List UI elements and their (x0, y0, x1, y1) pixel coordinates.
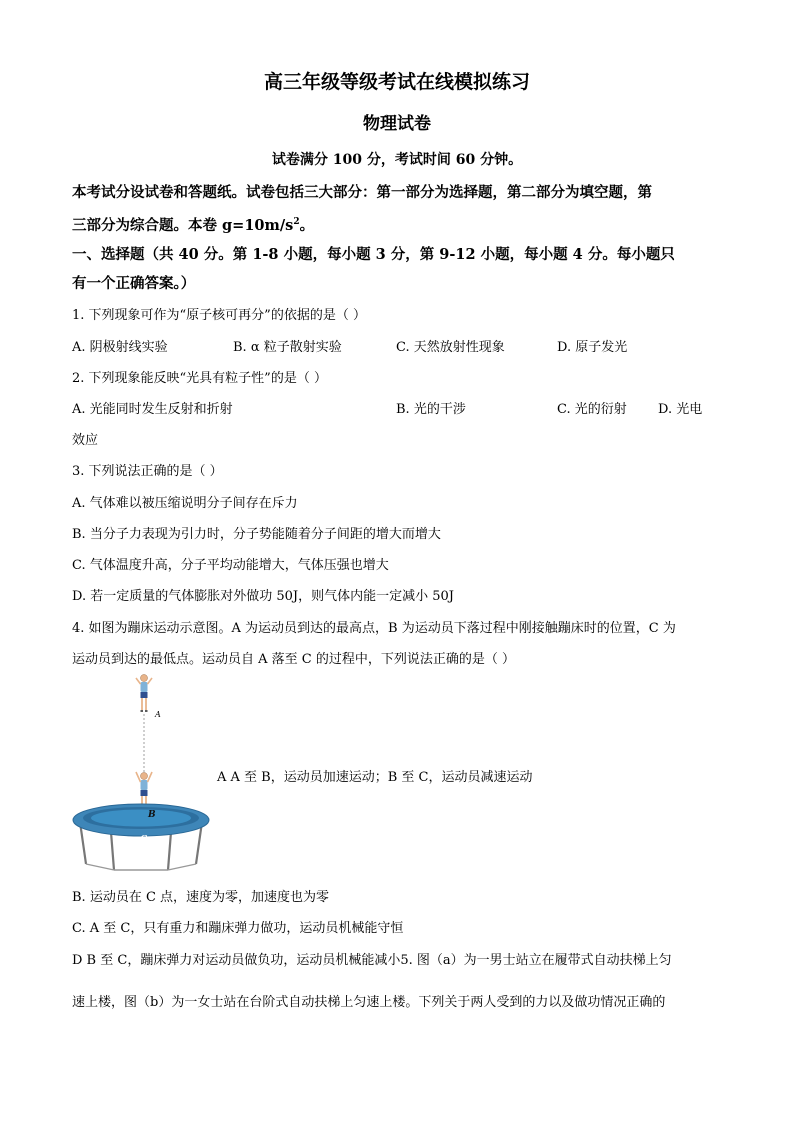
section1-heading-line-1: 一、选择题（共 40 分。第 1-8 小题，每小题 3 分，第 9-12 小题，每小题 4 分。每小题只 (72, 246, 675, 263)
q5-stem-line-2: 速上楼，图（b）为一女士站在台阶式自动扶梯上匀速上楼。下列关于两人受到的力以及做功情况正确的 (72, 995, 666, 1010)
q1-option-a: A. 阴极射线实验 (72, 340, 168, 355)
q4-stem-line-2: 运动员到达的最低点。运动员自 A 落至 C 的过程中，下列说法正确的是（ ） (72, 652, 515, 667)
label-b: B (148, 810, 156, 820)
q5-stem-line-1: 5. 图（a）为一男士站立在履带式自动扶梯上匀 (400, 953, 672, 968)
q1-option-d: D. 原子发光 (557, 340, 628, 355)
trampoline-figure (66, 672, 216, 882)
athlete-top-icon (136, 675, 152, 712)
intro-superscript: 2 (293, 217, 300, 227)
q2-option-c: C. 光的衍射 (557, 402, 627, 417)
q4-stem-line-1: 4. 如图为蹦床运动示意图。A 为运动员到达的最高点，B 为运动员下落过程中刚接触蹦床时的位置，C 为 (72, 621, 676, 636)
exam-info: 试卷满分 100 分，考试时间 60 分钟。 (271, 152, 523, 168)
q4-option-a: A A 至 B，运动员加速运动；B 至 C，运动员减速运动 (217, 770, 533, 785)
intro-line-2-text: 三部分为综合题。本卷 g=10m/s (72, 216, 294, 234)
q2-option-d-wrap: 效应 (72, 433, 99, 448)
q2-option-d: D. 光电 (658, 402, 703, 417)
section1-heading-line-2: 有一个正确答案。） (72, 275, 196, 292)
q4-option-c: C. A 至 C，只有重力和蹦床弹力做功，运动员机械能守恒 (72, 921, 404, 936)
label-a: A (155, 710, 161, 719)
page-title: 高三年级等级考试在线模拟练习 (263, 71, 530, 93)
q4-option-d-and-q5 (72, 951, 672, 971)
q4-option-b: B. 运动员在 C 点，速度为零，加速度也为零 (72, 890, 330, 905)
q1-stem: 1. 下列现象可作为“原子核可再分”的依据的是（ ） (72, 308, 366, 323)
q1-option-b: B. α 粒子散射实验 (233, 340, 342, 355)
q3-option-a: A. 气体难以被压缩说明分子间存在斥力 (72, 496, 298, 511)
q4-option-d: D B 至 C，蹦床弹力对运动员做负功，运动员机械能减小 (72, 953, 401, 968)
intro-line-2 (72, 212, 314, 236)
q2-option-b: B. 光的干涉 (396, 402, 466, 417)
label-c: C (140, 835, 148, 845)
intro-line-2-end: 。 (299, 216, 315, 234)
intro-line-1: 本考试分设试卷和答题纸。试卷包括三大部分：第一部分为选择题，第二部分为填空题，第 (72, 184, 652, 201)
q3-option-d: D. 若一定质量的气体膨胀对外做功 50J，则气体内能一定减小 50J (72, 589, 454, 604)
q2-option-a: A. 光能同时发生反射和折射 (72, 402, 233, 417)
athlete-bottom-icon (136, 772, 152, 806)
q3-option-b: B. 当分子力表现为引力时，分子势能随着分子间距的增大而增大 (72, 527, 441, 542)
q3-stem: 3. 下列说法正确的是（ ） (72, 464, 223, 479)
q2-stem: 2. 下列现象能反映“光具有粒子性”的是（ ） (72, 371, 327, 386)
q1-option-c: C. 天然放射性现象 (396, 340, 505, 355)
page-subtitle: 物理试卷 (363, 114, 431, 134)
q3-option-c: C. 气体温度升高，分子平均动能增大，气体压强也增大 (72, 558, 389, 573)
